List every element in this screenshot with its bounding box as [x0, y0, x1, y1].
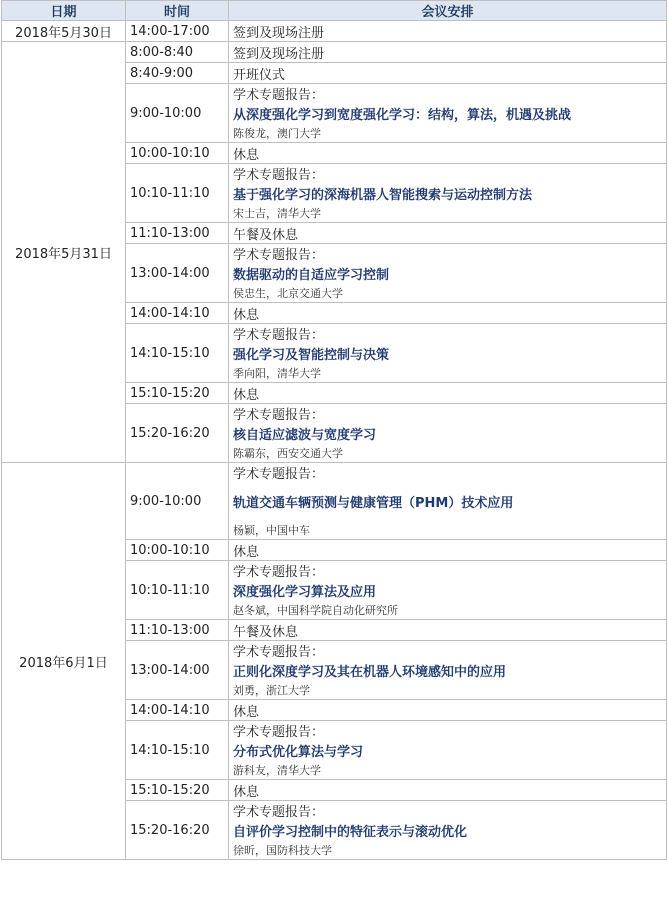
talk-title: 轨道交通车辆预测与健康管理（PHM）技术应用	[233, 495, 514, 511]
talk-kind: 学术专题报告：	[233, 247, 325, 263]
schedule-table	[1, 0, 667, 860]
table-row	[2, 463, 667, 540]
talk-title: 基于强化学习的深海机器人智能搜索与运动控制方法	[233, 187, 533, 203]
talk-speaker: 侯忠生，北京交通大学	[233, 286, 343, 300]
talk-kind: 学术专题报告：	[233, 87, 325, 103]
talk-title: 数据驱动的自适应学习控制	[233, 267, 390, 283]
talk-cell	[229, 404, 667, 463]
header-time: 时间	[126, 1, 229, 21]
agenda-item: 休息	[229, 780, 667, 801]
talk-kind: 学术专题报告：	[233, 327, 325, 343]
agenda-item: 休息	[229, 303, 667, 324]
time-slot: 10:00-10:10	[126, 540, 229, 561]
talk-title: 深度强化学习算法及应用	[233, 584, 377, 600]
talk-title: 从深度强化学习到宽度强化学习：结构，算法，机遇及挑战	[233, 107, 572, 123]
header-agenda: 会议安排	[229, 1, 667, 21]
time-slot: 10:10-11:10	[126, 164, 229, 223]
time-slot: 8:40-9:00	[126, 63, 229, 84]
day-date: 2018年5月30日	[2, 21, 126, 42]
talk-kind: 学术专题报告：	[233, 804, 325, 820]
agenda-item: 签到及现场注册	[229, 21, 667, 42]
talk-cell	[229, 641, 667, 700]
talk-title: 自评价学习控制中的特征表示与滚动优化	[233, 824, 468, 840]
talk-speaker: 宋士吉，清华大学	[233, 206, 321, 220]
talk-speaker: 赵冬斌，中国科学院自动化研究所	[233, 603, 398, 617]
talk-speaker: 杨颖，中国中车	[233, 523, 310, 537]
time-slot: 13:00-14:00	[126, 244, 229, 303]
header-row	[2, 1, 667, 21]
talk-title: 分布式优化算法与学习	[233, 744, 364, 760]
talk-cell	[229, 164, 667, 223]
time-slot: 9:00-10:00	[126, 84, 229, 143]
talk-kind: 学术专题报告：	[233, 644, 325, 660]
time-slot: 10:10-11:10	[126, 561, 229, 620]
talk-cell	[229, 801, 667, 860]
talk-cell	[229, 84, 667, 143]
day-date: 2018年5月31日	[2, 42, 126, 463]
time-slot: 15:10-15:20	[126, 383, 229, 404]
talk-cell	[229, 561, 667, 620]
time-slot: 14:00-14:10	[126, 700, 229, 721]
talk-title: 核自适应滤波与宽度学习	[233, 427, 377, 443]
time-slot: 15:20-16:20	[126, 404, 229, 463]
time-slot: 10:00-10:10	[126, 143, 229, 164]
time-slot: 14:00-14:10	[126, 303, 229, 324]
time-slot: 14:00-17:00	[126, 21, 229, 42]
time-slot: 15:20-16:20	[126, 801, 229, 860]
time-slot: 13:00-14:00	[126, 641, 229, 700]
time-slot: 14:10-15:10	[126, 721, 229, 780]
talk-speaker: 陈俊龙，澳门大学	[233, 126, 321, 140]
time-slot: 15:10-15:20	[126, 780, 229, 801]
agenda-item: 休息	[229, 540, 667, 561]
talk-cell	[229, 721, 667, 780]
agenda-item: 休息	[229, 143, 667, 164]
agenda-item: 午餐及休息	[229, 223, 667, 244]
talk-kind: 学术专题报告：	[233, 407, 325, 423]
header-date: 日期	[2, 1, 126, 21]
agenda-item: 签到及现场注册	[229, 42, 667, 63]
time-slot: 11:10-13:00	[126, 620, 229, 641]
agenda-item: 休息	[229, 700, 667, 721]
agenda-item: 午餐及休息	[229, 620, 667, 641]
talk-speaker: 徐昕，国防科技大学	[233, 843, 332, 857]
talk-speaker: 刘勇，浙江大学	[233, 683, 310, 697]
talk-cell	[229, 244, 667, 303]
agenda-item: 休息	[229, 383, 667, 404]
talk-kind: 学术专题报告：	[233, 167, 325, 183]
talk-kind: 学术专题报告：	[233, 724, 325, 740]
table-row	[2, 21, 667, 42]
time-slot: 8:00-8:40	[126, 42, 229, 63]
talk-speaker: 游科友，清华大学	[233, 763, 321, 777]
talk-cell	[229, 324, 667, 383]
talk-kind: 学术专题报告：	[233, 466, 325, 482]
agenda-item: 开班仪式	[229, 63, 667, 84]
day-date: 2018年6月1日	[2, 463, 126, 860]
talk-title: 强化学习及智能控制与决策	[233, 347, 390, 363]
talk-title: 正则化深度学习及其在机器人环境感知中的应用	[233, 664, 507, 680]
time-slot: 9:00-10:00	[126, 463, 229, 540]
talk-kind: 学术专题报告：	[233, 564, 325, 580]
time-slot: 14:10-15:10	[126, 324, 229, 383]
talk-speaker: 陈霸东，西安交通大学	[233, 446, 343, 460]
schedule-body	[2, 21, 667, 860]
talk-cell	[229, 463, 667, 540]
table-row	[2, 42, 667, 63]
talk-speaker: 季向阳，清华大学	[233, 366, 321, 380]
time-slot: 11:10-13:00	[126, 223, 229, 244]
